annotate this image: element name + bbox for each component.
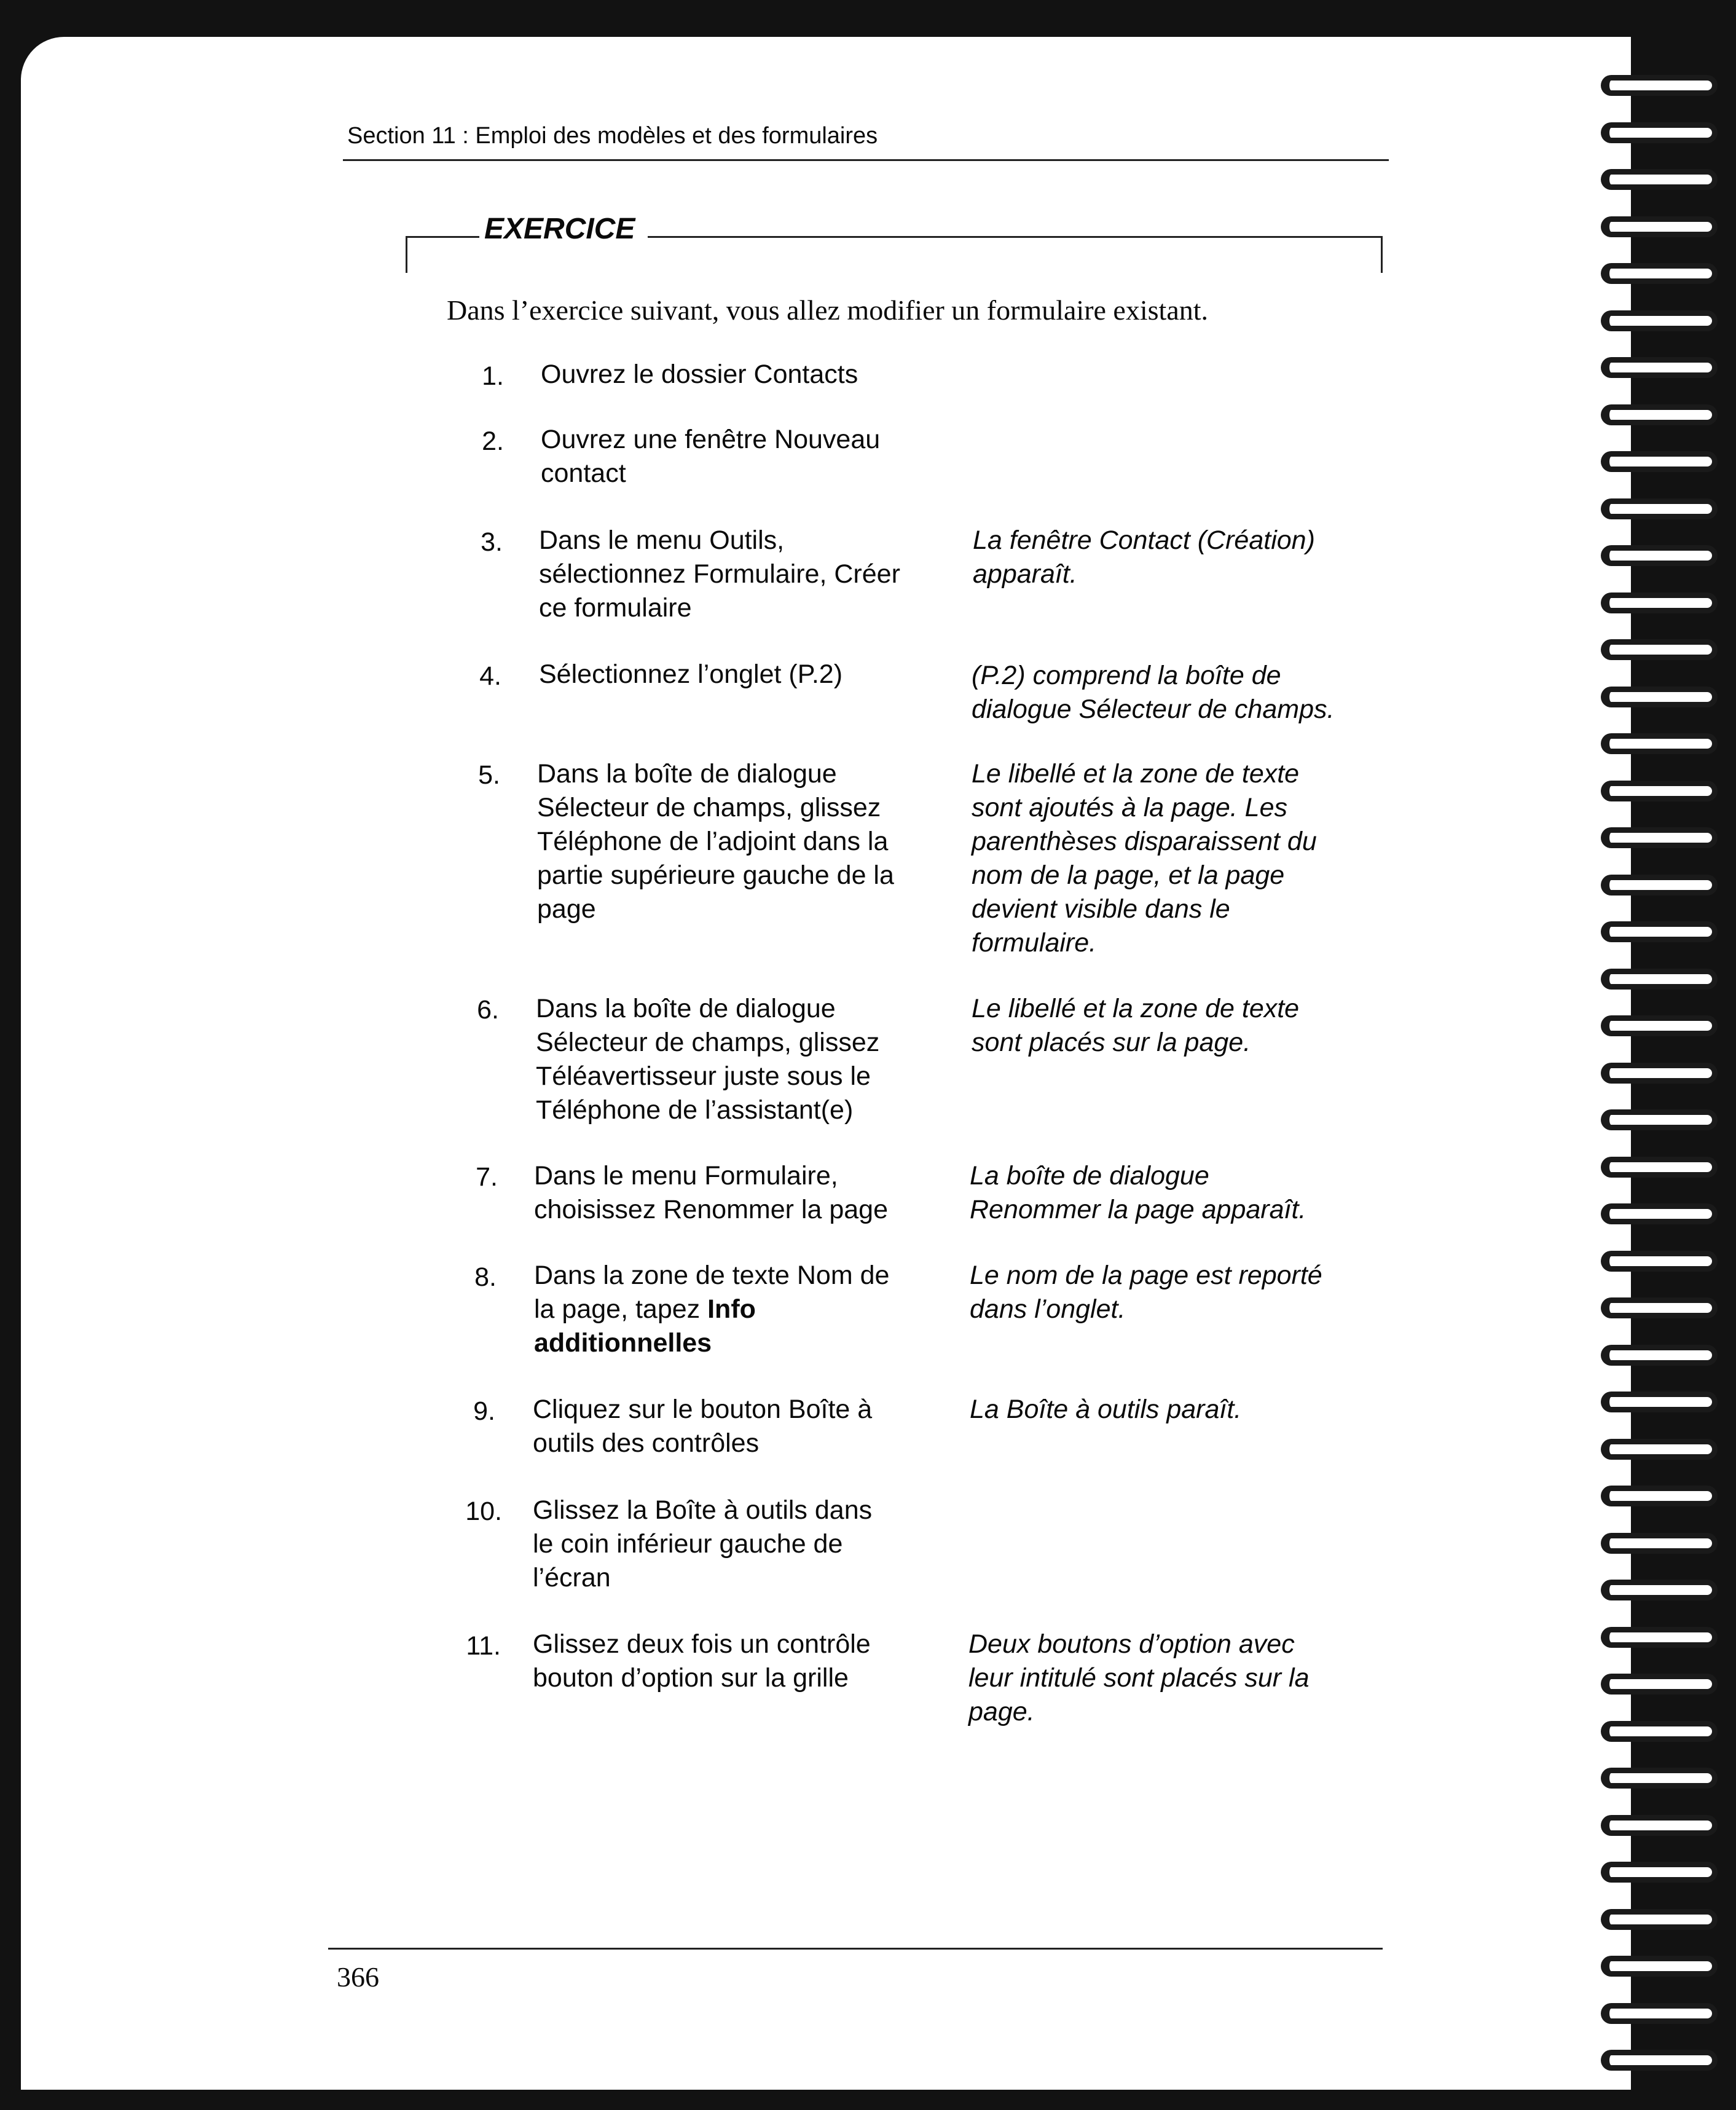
binding-coil <box>1601 1580 1718 1600</box>
binding-coil <box>1601 1533 1718 1554</box>
binding-coil <box>1601 216 1718 237</box>
spiral-binding <box>1582 61 1736 2090</box>
binding-coil <box>1601 357 1718 378</box>
step-number: 11. <box>466 1631 501 1661</box>
step-action <box>534 1259 952 1360</box>
step-number: 7. <box>476 1162 498 1192</box>
binding-coil <box>1601 1627 1718 1648</box>
binding-coil <box>1601 921 1718 942</box>
step-action: Dans la boîte de dialogue Sélecteur de champs, glissez Téléavertisseur juste sous le Téléphone de l’assistant(e) <box>536 994 880 1125</box>
binding-coil <box>1601 2003 1718 2024</box>
binding-coil <box>1601 1768 1718 1789</box>
binding-coil <box>1601 263 1718 284</box>
binding-coil <box>1601 1956 1718 1977</box>
step-number: 1. <box>482 361 504 391</box>
binding-coil <box>1601 687 1718 707</box>
binding-coil <box>1601 310 1718 331</box>
binding-coil <box>1601 969 1718 990</box>
binding-coil <box>1601 1674 1718 1695</box>
header-rule <box>343 159 1389 161</box>
binding-coil <box>1601 1909 1718 1930</box>
binding-coil <box>1601 2050 1718 2071</box>
step-action: Cliquez sur le bouton Boîte à outils des contrôles <box>533 1395 873 1458</box>
step-action: Dans la boîte de dialogue Sélecteur de champs, glissez Téléphone de l’adjoint dans la partie supérieure gauche de la page <box>537 759 894 924</box>
binding-coil <box>1601 75 1718 96</box>
binding-coil <box>1601 827 1718 848</box>
binding-coil <box>1601 733 1718 754</box>
step-number: 10. <box>465 1497 502 1526</box>
binding-coil <box>1601 498 1718 519</box>
binding-coil <box>1601 781 1718 801</box>
binding-coil <box>1601 545 1718 566</box>
binding-coil <box>1601 1392 1718 1412</box>
exercise-bracket-left-line <box>406 236 479 238</box>
binding-coil <box>1601 1157 1718 1178</box>
exercise-intro: Dans l’exercice suivant, vous allez modifier un formulaire existant. <box>447 294 1209 326</box>
step-number: 9. <box>473 1396 495 1426</box>
binding-coil <box>1601 592 1718 613</box>
binding-coil <box>1601 875 1718 896</box>
binding-coil <box>1601 1486 1718 1506</box>
step-result: Le nom de la page est reporté dans l’onglet. <box>970 1261 1322 1324</box>
section-header: Section 11 : Emploi des modèles et des formulaires <box>347 123 878 149</box>
binding-coil <box>1601 1203 1718 1224</box>
binding-coil <box>1601 1345 1718 1366</box>
binding-coil <box>1601 404 1718 425</box>
exercise-bracket-right-line <box>648 236 1383 238</box>
step-number: 3. <box>481 527 503 557</box>
step-action: Sélectionnez l’onglet (P.2) <box>539 659 843 689</box>
binding-coil <box>1601 1721 1718 1742</box>
binding-coil <box>1601 122 1718 143</box>
exercise-bracket-right-edge <box>1381 236 1383 273</box>
binding-coil <box>1601 169 1718 190</box>
footer-rule <box>328 1948 1383 1950</box>
exercise-bracket-left-edge <box>406 236 407 273</box>
step-action: Dans le menu Outils, sélectionnez Formulaire, Créer ce formulaire <box>539 526 900 623</box>
binding-coil <box>1601 1109 1718 1130</box>
step-result: Le libellé et la zone de texte sont placés sur la page. <box>972 994 1300 1057</box>
step-number: 6. <box>477 995 499 1025</box>
binding-coil <box>1601 1063 1718 1084</box>
step-number: 2. <box>482 427 504 456</box>
step-action: Ouvrez une fenêtre Nouveau contact <box>541 425 881 488</box>
binding-coil <box>1601 1815 1718 1836</box>
page-number: 366 <box>337 1961 379 1993</box>
binding-coil <box>1601 1439 1718 1460</box>
binding-coil <box>1601 1862 1718 1883</box>
step-action: Ouvrez le dossier Contacts <box>541 360 858 389</box>
step-action-text: Dans la zone de texte Nom de la page, tapez <box>534 1261 890 1324</box>
step-number: 5. <box>478 760 500 790</box>
step-result: (P.2) comprend la boîte de dialogue Sélecteur de champs. <box>972 661 1335 724</box>
step-result: La boîte de dialogue Renommer la page apparaît. <box>970 1161 1306 1224</box>
binding-coil <box>1601 1015 1718 1036</box>
step-result: Deux boutons d’option avec leur intitulé sont placés sur la page. <box>968 1629 1310 1726</box>
step-result: La fenêtre Contact (Création) apparaît. <box>973 526 1315 589</box>
step-number: 8. <box>474 1262 497 1292</box>
step-action: Glissez la Boîte à outils dans le coin inférieur gauche de l’écran <box>533 1495 873 1592</box>
binding-coil <box>1601 1251 1718 1272</box>
step-number: 4. <box>479 661 501 691</box>
step-action: Glissez deux fois un contrôle bouton d’option sur la grille <box>533 1629 871 1693</box>
binding-coil <box>1601 639 1718 660</box>
step-action-typed-text: Info additionnelles <box>534 1294 756 1358</box>
step-result: La Boîte à outils paraît. <box>970 1395 1242 1424</box>
step-result: Le libellé et la zone de texte sont ajoutés à la page. Les parenthèses disparaissent du nom de la page, et la page devient visible dans le formulaire. <box>972 759 1317 958</box>
step-action: Dans le menu Formulaire, choisissez Renommer la page <box>534 1161 888 1224</box>
binding-coil <box>1601 1297 1718 1318</box>
exercise-title: EXERCICE <box>484 213 635 245</box>
binding-coil <box>1601 451 1718 472</box>
